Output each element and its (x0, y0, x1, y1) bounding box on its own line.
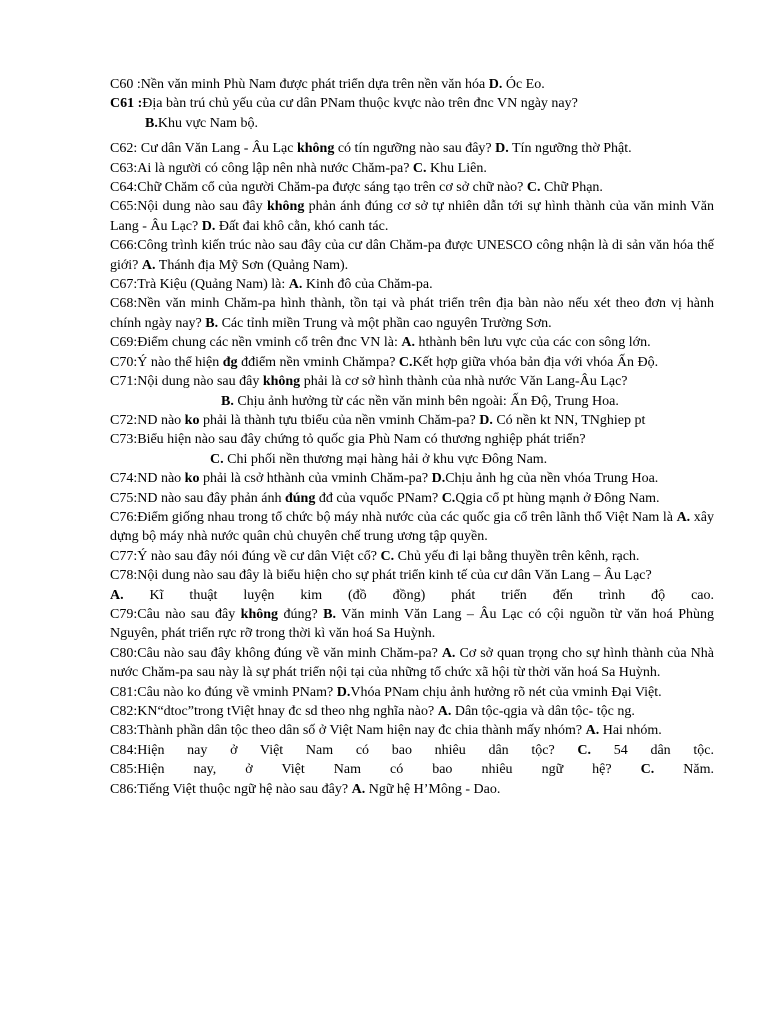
question-c64: C64:Chữ Chăm cổ của người Chăm-pa được sáng tạo trên cơ sở chữ nào? C. Chữ Phạn. (110, 180, 603, 196)
question-c72: C72:ND nào ko phải là thành tựu tbiểu của nền vminh Chăm-pa? D. Có nền kt NN, TNghiep pt (110, 412, 646, 428)
question-c70: C70:Ý nào thể hiện đg đđiểm nền vminh Chămpa? C.Kết hợp giữa vhóa bản địa với vhóa Ấn Độ. (110, 354, 659, 370)
question-c77: C77:Ý nào sau đây nói đúng về cư dân Việt cổ? C. Chủ yếu đi lại bằng thuyền trên kênh, rạch. (110, 548, 640, 564)
document-page (110, 75, 714, 799)
question-c73: C73:Biểu hiện nào sau đây chứng tỏ quốc gia Phù Nam có thương nghiệp phát triển? (110, 432, 586, 448)
question-c82: C82:KN“dtoc”trong tViệt hnay đc sd theo nhg nghĩa nào? A. Dân tộc-qgia và dân tộc- tộc ng. (110, 704, 635, 719)
question-c61: C61 :Địa bàn trú chủ yếu của cư dân PNam thuộc kvực nào trên đnc VN ngày nay? (110, 96, 578, 112)
question-c81: C81:Câu nào ko đúng về vminh PNam? D.Vhóa PNam chịu ảnh hưởng rõ nét của vminh Đại Việt. (110, 684, 662, 700)
question-c63: C63:Ai là người có công lập nên nhà nước Chăm-pa? C. Khu Liên. (110, 160, 487, 176)
question-c60: C60 :Nền văn minh Phù Nam được phát triển dựa trên nền văn hóa D. Óc Eo. (110, 77, 545, 92)
question-c62: C62: Cư dân Văn Lang - Âu Lạc không có tín ngưỡng nào sau đây? D. Tín ngưỡng thờ Phật. (110, 141, 632, 157)
question-c74: C74:ND nào ko phải là csở hthành của vminh Chăm-pa? D.Chịu ảnh hg của nền vhóa Trung Hoa. (110, 471, 659, 487)
answer-c78: A. Kĩ thuật luyện kim (đồ đồng) phát triển đến trình độ cao. (110, 587, 714, 603)
question-c80: C80:Câu nào sau đây không đúng về văn minh Chăm-pa? A. Cơ sở quan trọng cho sự hình thành của Nhà nước Chăm-pa sau này là sự phát triển nội tại của những tổ chức xã hội từ thời văn hoá Sa Huỳnh. (110, 645, 714, 681)
question-c71: C71:Nội dung nào sau đây không phải là cơ sở hình thành của nhà nước Văn Lang-Âu Lạc? (110, 374, 628, 390)
question-c85: C85:Hiện nay, ở Việt Nam có bao nhiêu ngữ hệ? C. Năm. (110, 762, 715, 778)
question-c79: C79:Câu nào sau đây không đúng? B. Văn minh Văn Lang – Âu Lạc có cội nguồn từ văn hoá Phùng Nguyên, phát triển rực rỡ trong thời kì văn hoá Sa Huỳnh. (110, 606, 714, 642)
question-c75: C75:ND nào sau đây phản ánh đúng đđ của vquốc PNam? C.Qgia cổ pt hùng mạnh ở Đông Nam. (110, 490, 660, 506)
question-c78: C78:Nội dung nào sau đây là biểu hiện cho sự phát triển kinh tế của cư dân Văn Lang – Âu Lạc? (110, 568, 652, 584)
answer-c61: B.Khu vực Nam bộ. (145, 115, 258, 131)
question-c69: C69:Điểm chung các nền vminh cổ trên đnc VN là: A. hthành bên lưu vực của các con sông lớn. (110, 335, 651, 351)
question-c86: C86:Tiếng Việt thuộc ngữ hệ nào sau đây? A. Ngữ hệ H’Mông - Dao. (110, 781, 501, 797)
question-c83: C83:Thành phần dân tộc theo dân số ở Việt Nam hiện nay đc chia thành mấy nhóm? A. Hai nhóm. (110, 723, 662, 739)
answer-c71: B. Chịu ảnh hưởng từ các nền văn minh bên ngoài: Ấn Độ, Trung Hoa. (221, 393, 619, 409)
question-c84: C84:Hiện nay ở Việt Nam có bao nhiêu dân tộc? C. 54 dân tộc. (110, 742, 714, 758)
question-c68: C68:Nền văn minh Chăm-pa hình thành, tồn tại và phát triển trên địa bàn nào nếu xét theo đơn vị hành chính ngày nay? B. Các tỉnh miền Trung và một phần cao nguyên Trường Sơn. (110, 296, 714, 331)
question-c66: C66:Công trình kiến trúc nào sau đây của cư dân Chăm-pa được UNESCO công nhận là di sản văn hóa thế giới? A. Thánh địa Mỹ Sơn (Quảng Nam). (110, 238, 714, 273)
question-c76: C76:Điểm giống nhau trong tổ chức bộ máy nhà nước của các quốc gia cổ trên lãnh thổ Việt Nam là A. xây dựng bộ máy nhà nước quân chủ chuyên chế trung ương tập quyền. (110, 509, 714, 545)
question-c67: C67:Trà Kiệu (Quảng Nam) là: A. Kinh đô của Chăm-pa. (110, 277, 433, 293)
answer-c73: C. Chi phối nền thương mại hàng hải ở khu vực Đông Nam. (210, 451, 548, 467)
question-c65: C65:Nội dung nào sau đây không phản ánh đúng cơ sở tự nhiên dẫn tới sự hình thành của văn minh Văn Lang - Âu Lạc? D. Đất đai khô cằn, khó canh tác. (110, 199, 714, 234)
